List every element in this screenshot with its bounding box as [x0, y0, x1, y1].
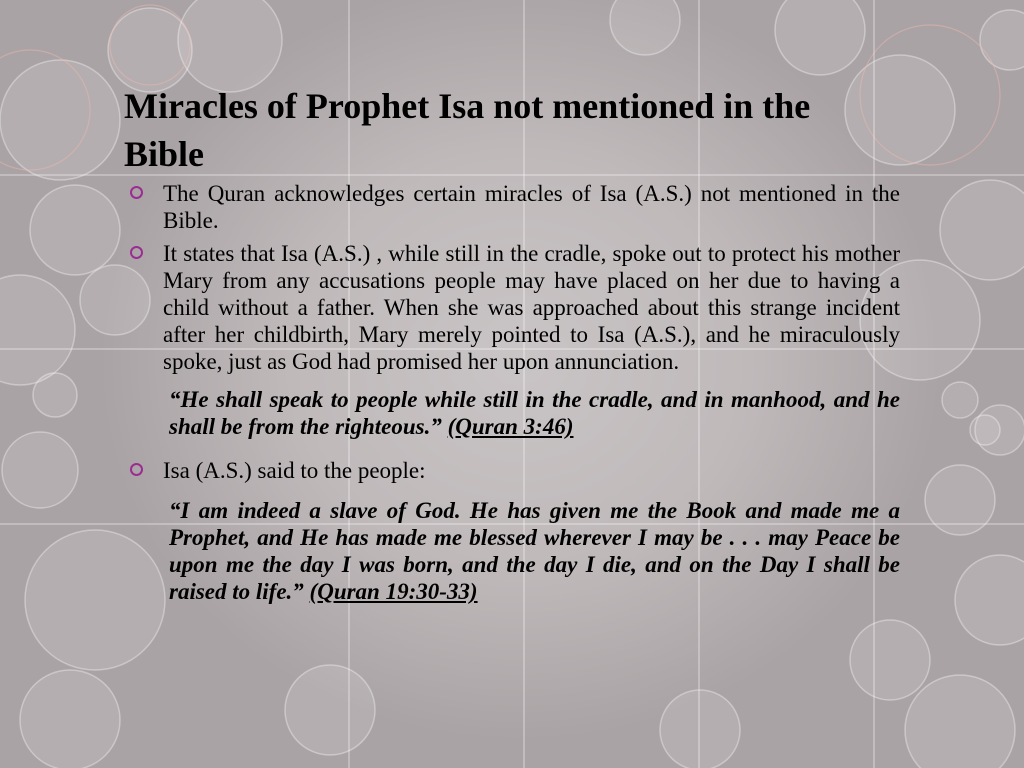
hollow-circle-icon: [130, 463, 143, 476]
bullet-text: Isa (A.S.) said to the people:: [163, 458, 426, 483]
bullet-item: [130, 457, 900, 484]
bullet-text: The Quran acknowledges certain miracles of Isa (A.S.) not mentioned in the Bible.: [163, 181, 900, 233]
bullet-item: [130, 180, 900, 234]
quote-reference: (Quran 19:30-33): [309, 579, 478, 604]
quote-block: [130, 386, 900, 440]
hollow-circle-icon: [130, 186, 143, 199]
hollow-circle-icon: [130, 246, 143, 259]
slide-title: Miracles of Prophet Isa not mentioned in the Bible: [124, 86, 811, 174]
slide-body: [130, 180, 900, 605]
quote-text: “He shall speak to people while still in the cradle, and in manhood, and he shall be from the righteous.”: [169, 387, 900, 439]
quote-block: [130, 497, 900, 605]
bullet-item: [130, 240, 900, 375]
bullet-text: It states that Isa (A.S.) , while still in the cradle, spoke out to protect his mother Mary from any accusations people may have placed on her due to having a child without a father. When she was approached about this strange incident after her childbirth, Mary merely pointed to Isa (A.S.), and he miraculously spoke, just as God had promised her upon annunciation.: [163, 241, 900, 374]
quote-reference: (Quran 3:46): [447, 414, 574, 439]
quote-text: “I am indeed a slave of God. He has given me the Book and made me a Prophet, and He has made me blessed wherever I may be . . . may Peace be upon me the day I was born, and the day I die, and on the Day I shall be raised to life.”: [169, 498, 900, 604]
